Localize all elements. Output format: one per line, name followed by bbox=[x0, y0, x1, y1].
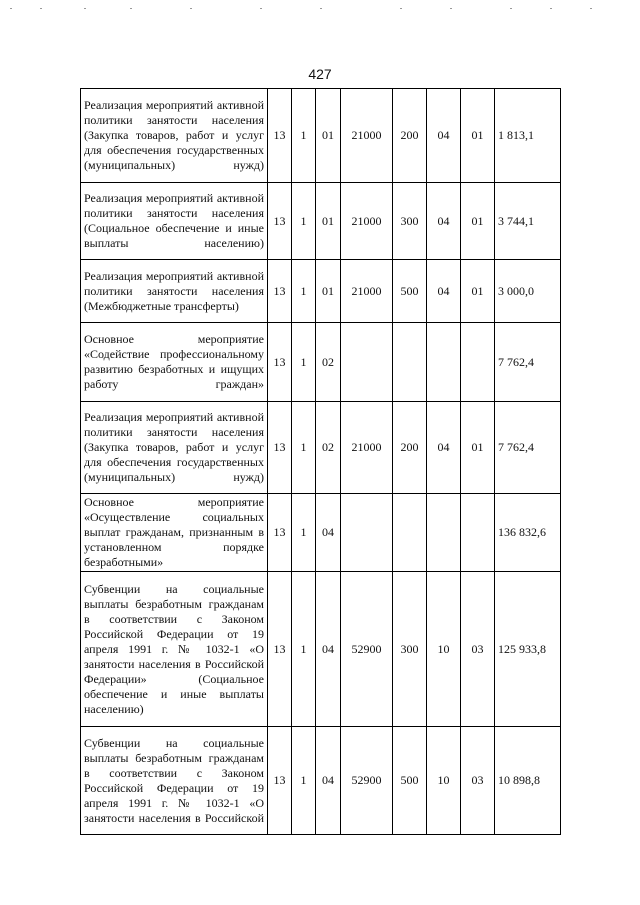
cell-code bbox=[393, 323, 427, 402]
table-row bbox=[81, 89, 561, 183]
cell-code bbox=[461, 494, 495, 572]
table-row bbox=[81, 727, 561, 835]
cell-code: 01 bbox=[316, 183, 341, 260]
page-number: 427 bbox=[308, 66, 332, 82]
cell-code bbox=[341, 323, 393, 402]
cell-code: 01 bbox=[461, 402, 495, 494]
cell-code: 21000 bbox=[341, 402, 393, 494]
cell-code: 04 bbox=[427, 260, 461, 323]
cell-code: 04 bbox=[427, 183, 461, 260]
cell-code: 1 bbox=[292, 260, 316, 323]
cell-code: 1 bbox=[292, 323, 316, 402]
table-row bbox=[81, 323, 561, 402]
budget-table bbox=[80, 88, 561, 835]
row-description: Реализация мероприятий активной политики занятости населения (Социальное обеспечение и иные выплаты населению) bbox=[81, 183, 268, 260]
cell-code: 13 bbox=[268, 89, 292, 183]
cell-code: 21000 bbox=[341, 260, 393, 323]
cell-code bbox=[341, 494, 393, 572]
cell-code: 13 bbox=[268, 183, 292, 260]
cell-code: 04 bbox=[427, 89, 461, 183]
cell-code: 10 bbox=[427, 572, 461, 727]
cell-code: 04 bbox=[427, 402, 461, 494]
cell-amount: 10 898,8 bbox=[495, 727, 561, 835]
cell-code: 02 bbox=[316, 323, 341, 402]
cell-code: 1 bbox=[292, 183, 316, 260]
cell-code: 13 bbox=[268, 727, 292, 835]
cell-code bbox=[461, 323, 495, 402]
cell-code: 04 bbox=[316, 572, 341, 727]
cell-code: 1 bbox=[292, 402, 316, 494]
scan-artifact-dots bbox=[10, 8, 630, 12]
row-description: Основное мероприятие «Осуществление социальных выплат гражданам, признанным в установленном порядке безработными» bbox=[81, 494, 268, 572]
cell-code: 02 bbox=[316, 402, 341, 494]
cell-code: 03 bbox=[461, 727, 495, 835]
cell-code: 01 bbox=[316, 89, 341, 183]
cell-amount: 136 832,6 bbox=[495, 494, 561, 572]
cell-code: 300 bbox=[393, 183, 427, 260]
cell-code: 01 bbox=[461, 183, 495, 260]
cell-code: 1 bbox=[292, 89, 316, 183]
cell-amount: 1 813,1 bbox=[495, 89, 561, 183]
cell-code: 21000 bbox=[341, 89, 393, 183]
cell-code: 13 bbox=[268, 572, 292, 727]
cell-code: 10 bbox=[427, 727, 461, 835]
table-row bbox=[81, 183, 561, 260]
cell-code: 13 bbox=[268, 494, 292, 572]
cell-amount: 125 933,8 bbox=[495, 572, 561, 727]
cell-code: 13 bbox=[268, 402, 292, 494]
cell-code: 04 bbox=[316, 494, 341, 572]
cell-amount: 3 744,1 bbox=[495, 183, 561, 260]
cell-code: 21000 bbox=[341, 183, 393, 260]
row-description: Субвенции на социальные выплаты безработным гражданам в соответствии с Законом Российской Федерации от 19 апреля 1991 г. № 1032-1 «О занятости населения в Российской bbox=[81, 727, 268, 835]
cell-code: 03 bbox=[461, 572, 495, 727]
cell-code: 1 bbox=[292, 572, 316, 727]
row-description: Реализация мероприятий активной политики занятости населения (Межбюджетные трансферты) bbox=[81, 260, 268, 323]
cell-code: 01 bbox=[461, 260, 495, 323]
cell-code: 01 bbox=[316, 260, 341, 323]
cell-code: 200 bbox=[393, 402, 427, 494]
row-description: Реализация мероприятий активной политики занятости населения (Закупка товаров, работ и услуг для обеспечения государственных (муниципальных) нужд) bbox=[81, 89, 268, 183]
cell-code: 52900 bbox=[341, 727, 393, 835]
cell-code bbox=[427, 323, 461, 402]
cell-code bbox=[393, 494, 427, 572]
row-description: Субвенции на социальные выплаты безработным гражданам в соответствии с Законом Российской Федерации от 19 апреля 1991 г. № 1032-1 «О занятости населения в Российской Федерации» (Социальное обеспечение и иные выплаты населению) bbox=[81, 572, 268, 727]
cell-code: 13 bbox=[268, 260, 292, 323]
cell-code: 01 bbox=[461, 89, 495, 183]
cell-code: 04 bbox=[316, 727, 341, 835]
row-description: Основное мероприятие «Содействие профессиональному развитию безработных и ищущих работу граждан» bbox=[81, 323, 268, 402]
cell-code: 500 bbox=[393, 260, 427, 323]
cell-code: 300 bbox=[393, 572, 427, 727]
cell-code bbox=[427, 494, 461, 572]
table-row bbox=[81, 494, 561, 572]
row-description: Реализация мероприятий активной политики занятости населения (Закупка товаров, работ и услуг для обеспечения государственных (муниципальных) нужд) bbox=[81, 402, 268, 494]
cell-amount: 3 000,0 bbox=[495, 260, 561, 323]
cell-code: 1 bbox=[292, 494, 316, 572]
cell-code: 52900 bbox=[341, 572, 393, 727]
cell-code: 200 bbox=[393, 89, 427, 183]
cell-code: 13 bbox=[268, 323, 292, 402]
cell-amount: 7 762,4 bbox=[495, 323, 561, 402]
cell-amount: 7 762,4 bbox=[495, 402, 561, 494]
cell-code: 500 bbox=[393, 727, 427, 835]
table-row bbox=[81, 402, 561, 494]
table-row bbox=[81, 260, 561, 323]
table-row bbox=[81, 572, 561, 727]
cell-code: 1 bbox=[292, 727, 316, 835]
